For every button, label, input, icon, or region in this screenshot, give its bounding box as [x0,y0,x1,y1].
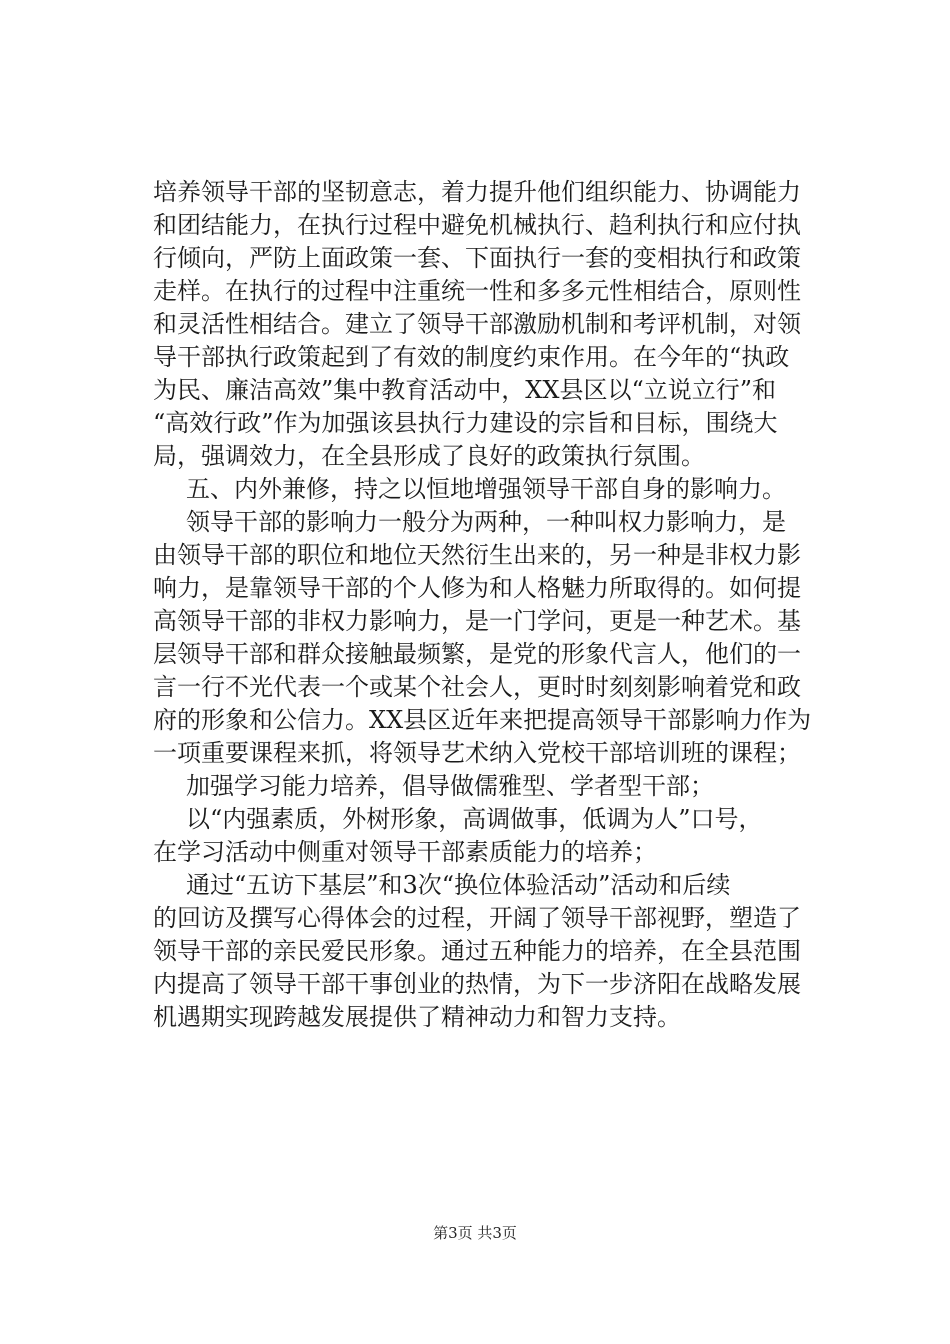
text-line: 内提高了领导干部干事创业的热情，为下一步济阳在战略发展 [153,970,801,998]
text-line: “高效行政”作为加强该县执行力建设的宗旨和目标，围绕大 [153,409,778,437]
text-line: 层领导干部和群众接触最频繁，是党的形象代言人，他们的一 [153,640,801,668]
text-line: 导干部执行政策起到了有效的制度约束作用。在今年的“执政 [153,343,790,371]
text-line: 一项重要课程来抓，将领导艺术纳入党校干部培训班的课程； [153,739,801,767]
text-line: 机遇期实现跨越发展提供了精神动力和智力支持。 [153,1003,681,1031]
text-line: 在学习活动中侧重对领导干部素质能力的培养； [153,838,657,866]
text-line: 局，强调效力，在全县形成了良好的政策执行氛围。 [153,442,705,470]
text-line: 的回访及撰写心得体会的过程，开阔了领导干部视野，塑造了 [153,904,801,932]
text-line: 为民、廉洁高效”集中教育活动中，XX县区以“立说立行”和 [153,376,776,404]
text-line: 培养领导干部的坚韧意志，着力提升他们组织能力、协调能力 [153,178,801,206]
text-line: 由领导干部的职位和地位天然衍生出来的，另一种是非权力影 [153,541,801,569]
text-line: 和灵活性相结合。建立了领导干部激励机制和考评机制，对领 [153,310,801,338]
text-line: 言一行不光代表一个或某个社会人，更时时刻刻影响着党和政 [153,673,801,701]
text-line: 五、内外兼修，持之以恒地增强领导干部自身的影响力。 [186,475,786,503]
text-line: 以“内强素质，外树形象，高调做事，低调为人”口号， [186,805,763,833]
text-line: 加强学习能力培养，倡导做儒雅型、学者型干部； [186,772,714,800]
text-line: 领导干部的影响力一般分为两种，一种叫权力影响力，是 [186,508,786,536]
page-footer: 第3页 共3页 [433,1224,517,1242]
text-line: 和团结能力，在执行过程中避免机械执行、趋利执行和应付执 [153,211,801,239]
text-line: 领导干部的亲民爱民形象。通过五种能力的培养，在全县范围 [153,937,801,965]
text-line: 通过“五访下基层”和3次“换位体验活动”活动和后续 [186,871,731,899]
text-line: 响力，是靠领导干部的个人修为和人格魅力所取得的。如何提 [153,574,801,602]
text-line: 高领导干部的非权力影响力，是一门学问，更是一种艺术。基 [153,607,801,635]
text-line: 走样。在执行的过程中注重统一性和多多元性相结合，原则性 [153,277,801,305]
document-body [153,176,813,1034]
text-line: 府的形象和公信力。XX县区近年来把提高领导干部影响力作为 [153,706,812,734]
text-line: 行倾向，严防上面政策一套、下面执行一套的变相执行和政策 [153,244,801,272]
